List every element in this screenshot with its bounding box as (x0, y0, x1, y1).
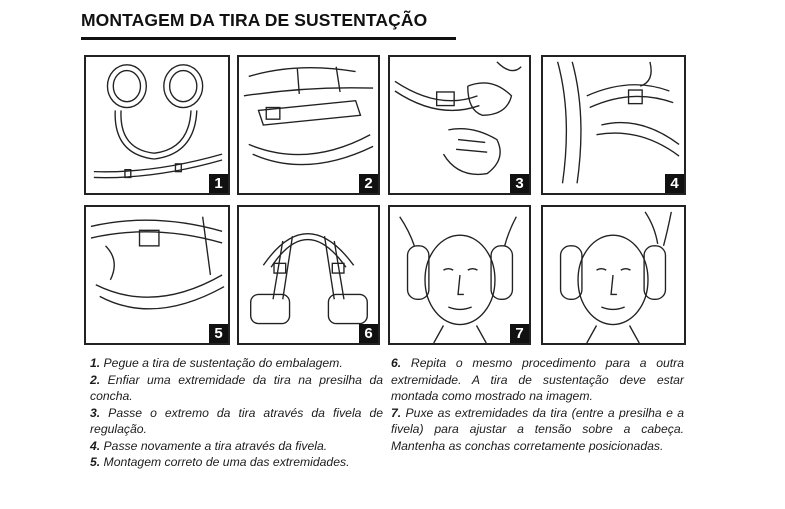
title-underline (81, 37, 456, 40)
illustration-panel-1 (84, 55, 230, 195)
illustration-panel-6 (237, 205, 380, 345)
man-wearing-illustration (543, 207, 684, 343)
instruction-step-6: 6. Repita o mesmo procedimento para a outra extremidade. A tira de sustentação deve estar montada como mostrado na imagem. (391, 356, 684, 403)
mounted-strap-illustration (239, 207, 378, 343)
strap-through-buckle-illustration (543, 57, 684, 193)
illustration-panel-8 (541, 205, 686, 345)
panel-number: 1 (209, 174, 228, 193)
panel-number: 3 (510, 174, 529, 193)
panel-number: 4 (665, 174, 684, 193)
illustration-panel-7 (388, 205, 531, 345)
panel-number: 5 (209, 324, 228, 343)
instruction-step-3: 3. Passe o extremo da tira através da fivela de regulação. (90, 405, 383, 436)
illustration-panel-2 (237, 55, 380, 195)
instruction-step-1: 1. Pegue a tira de sustentação do embalagem. (90, 356, 343, 370)
assembled-end-illustration (86, 207, 228, 343)
illustration-panel-3 (388, 55, 531, 195)
illustration-panel-4 (541, 55, 686, 195)
hands-buckle-illustration (390, 57, 529, 193)
instruction-step-2: 2. Enfiar uma extremidade da tira na presilha da concha. (90, 372, 383, 403)
instruction-step-4: 4. Passe novamente a tira através da fivela. (90, 438, 328, 453)
panel-number: 7 (510, 324, 529, 343)
earmuff-with-strap-illustration (86, 57, 228, 193)
instruction-step-7: 7. Puxe as extremidades da tira (entre a presilha e a fivela) para ajustar a tensão sobre a cabeça. Mantenha as conchas corretamente posicionadas. (391, 405, 684, 453)
instruction-step-5: 5. Montagem correto de uma das extremidades. (90, 455, 350, 469)
panel-number: 2 (359, 174, 378, 193)
man-adjusting-illustration (390, 207, 529, 343)
strap-into-clip-illustration (239, 57, 378, 193)
illustration-panel-5 (84, 205, 230, 345)
page-title: MONTAGEM DA TIRA DE SUSTENTAÇÃO (81, 10, 428, 30)
instructions-right-column (391, 355, 684, 454)
panel-number: 6 (359, 324, 378, 343)
instructions-left-column (90, 355, 383, 471)
